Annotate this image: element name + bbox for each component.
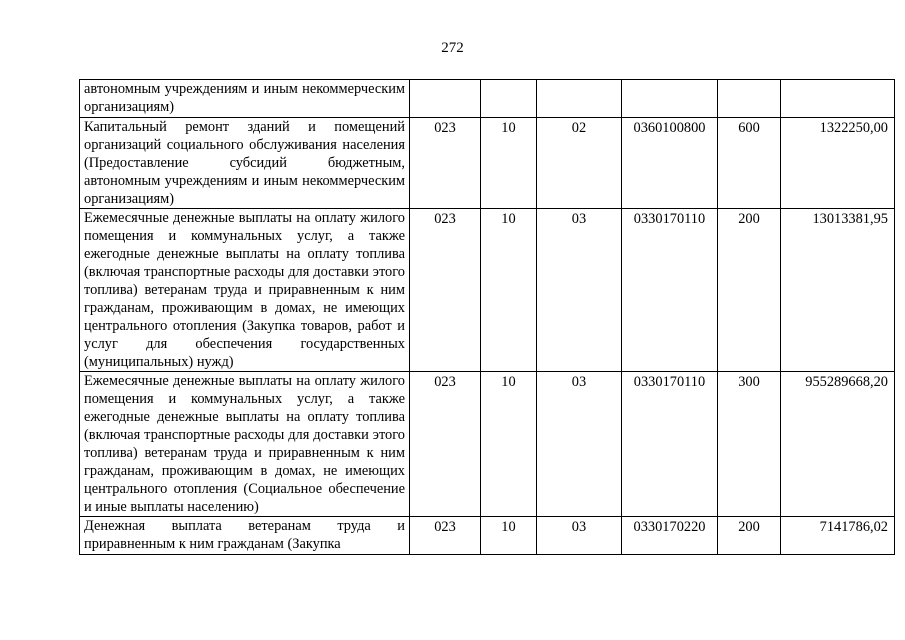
section-code: 10 — [481, 209, 537, 372]
target-article-code: 0330170110 — [622, 209, 718, 372]
amount — [781, 80, 895, 118]
table-row — [80, 80, 895, 118]
target-article-code: 0330170110 — [622, 372, 718, 517]
table-row — [80, 209, 895, 372]
target-article-code: 0360100800 — [622, 118, 718, 209]
ministry-code: 023 — [410, 372, 481, 517]
amount: 955289668,20 — [781, 372, 895, 517]
row-description: Ежемесячные денежные выплаты на оплату жилого помещения и коммунальных услуг, а также ежегодные денежные выплаты на оплату топлива (включая транспортные расходы для доставки этого топлива) ветеранам труда и приравненным к ним гражданам, проживающим в домах, не имеющих центрального отопления (Социальное обеспечение и иные выплаты населению) — [80, 372, 410, 517]
target-article-code — [622, 80, 718, 118]
table-row — [80, 517, 895, 555]
section-code — [481, 80, 537, 118]
ministry-code — [410, 80, 481, 118]
amount: 13013381,95 — [781, 209, 895, 372]
section-code: 10 — [481, 517, 537, 555]
row-description: автономным учреждениям и иным некоммерческим организациям) — [80, 80, 410, 118]
subsection-code: 02 — [537, 118, 622, 209]
expense-type-code: 200 — [718, 517, 781, 555]
ministry-code: 023 — [410, 209, 481, 372]
subsection-code: 03 — [537, 372, 622, 517]
subsection-code: 03 — [537, 209, 622, 372]
row-description: Капитальный ремонт зданий и помещений организаций социального обслуживания населения (Предоставление субсидий бюджетным, автономным учреждениям и иным некоммерческим организациям) — [80, 118, 410, 209]
expense-type-code — [718, 80, 781, 118]
expense-type-code: 200 — [718, 209, 781, 372]
expense-type-code: 600 — [718, 118, 781, 209]
expense-type-code: 300 — [718, 372, 781, 517]
subsection-code — [537, 80, 622, 118]
table-row — [80, 118, 895, 209]
subsection-code: 03 — [537, 517, 622, 555]
section-code: 10 — [481, 118, 537, 209]
amount: 7141786,02 — [781, 517, 895, 555]
page-number: 272 — [441, 40, 464, 56]
budget-table — [79, 79, 895, 555]
row-description: Денежная выплата ветеранам труда и приравненным к ним гражданам (Закупка — [80, 517, 410, 555]
amount: 1322250,00 — [781, 118, 895, 209]
section-code: 10 — [481, 372, 537, 517]
row-description: Ежемесячные денежные выплаты на оплату жилого помещения и коммунальных услуг, а также ежегодные денежные выплаты на оплату топлива (включая транспортные расходы для доставки этого топлива) ветеранам труда и приравненным к ним гражданам, проживающим в домах, не имеющих центрального отопления (Закупка товаров, работ и услуг для обеспечения государственных (муниципальных) нужд) — [80, 209, 410, 372]
ministry-code: 023 — [410, 517, 481, 555]
ministry-code: 023 — [410, 118, 481, 209]
table-row — [80, 372, 895, 517]
target-article-code: 0330170220 — [622, 517, 718, 555]
